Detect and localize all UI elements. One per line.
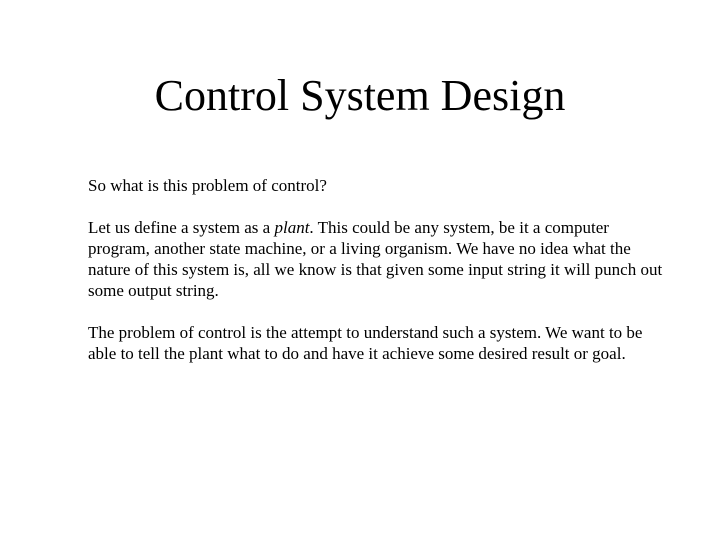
- paragraph-plant-definition: [88, 217, 668, 301]
- slide-body: [88, 175, 668, 385]
- paragraph-plant-text-before: Let us define a system as a: [88, 218, 275, 237]
- plant-term: plant: [274, 218, 310, 237]
- slide-title: Control System Design: [154, 71, 566, 120]
- paragraph-question: So what is this problem of control?: [88, 176, 327, 195]
- paragraph-plant-text-after: . This could be any system, be it a computer program, another state machine, or a living organism. We have no idea what the nature of this system is, all we know is that given some input string it will punch out some output string.: [88, 218, 663, 300]
- paragraph-control-problem: The problem of control is the attempt to understand such a system. We want to be able to tell the plant what to do and have it achieve some desired result or goal.: [88, 323, 643, 363]
